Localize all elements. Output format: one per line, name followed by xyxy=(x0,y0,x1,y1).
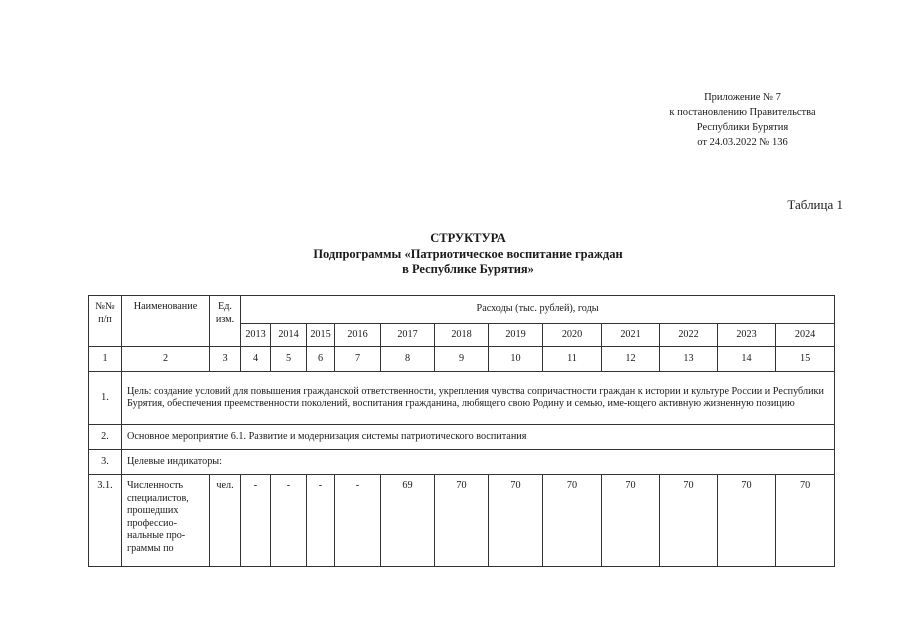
structure-table xyxy=(88,295,835,567)
heading-subtitle-2: в Республике Бурятия» xyxy=(402,262,534,276)
column-number: 1 xyxy=(89,347,122,372)
document-heading xyxy=(0,231,905,278)
year-header: 2021 xyxy=(602,324,660,347)
indicator-value: 70 xyxy=(489,475,543,567)
indicator-unit: чел. xyxy=(210,475,241,567)
header-expenses: Расходы (тыс. рублей), годы xyxy=(241,296,835,324)
indicator-value: 70 xyxy=(602,475,660,567)
goal-text: Цель: создание условий для повышения гражданской ответственности, укрепления чувства сопричастности граждан к истории и культуре России и Республики Бурятия, обеспечения преемственности поколений, воспитания гражданина, любящего свою Родину и семью, име-ющего активную жизненную позицию xyxy=(122,372,835,425)
year-header: 2022 xyxy=(660,324,718,347)
indicator-row xyxy=(89,475,835,567)
table-number-label: Таблица 1 xyxy=(787,197,843,212)
column-number: 9 xyxy=(435,347,489,372)
indicator-value: 70 xyxy=(660,475,718,567)
header-unit: Ед. изм. xyxy=(210,296,241,347)
column-number: 14 xyxy=(718,347,776,372)
indicator-name: Численность специалистов, прошедших профессио-нальные про-граммы по xyxy=(122,475,210,567)
column-number: 10 xyxy=(489,347,543,372)
year-header: 2013 xyxy=(241,324,271,347)
column-number: 12 xyxy=(602,347,660,372)
indicator-value: - xyxy=(307,475,335,567)
indicators-row xyxy=(89,450,835,475)
indicator-value: 70 xyxy=(776,475,835,567)
column-number-row xyxy=(89,347,835,372)
year-header: 2017 xyxy=(381,324,435,347)
indicator-value: - xyxy=(241,475,271,567)
appendix-block xyxy=(640,90,845,150)
year-header: 2019 xyxy=(489,324,543,347)
goal-row xyxy=(89,372,835,425)
goal-row-num: 1. xyxy=(89,372,122,425)
indicator-value: - xyxy=(271,475,307,567)
appendix-line-1: Приложение № 7 xyxy=(704,92,781,103)
year-header: 2015 xyxy=(307,324,335,347)
year-header: 2014 xyxy=(271,324,307,347)
indicator-value: 70 xyxy=(435,475,489,567)
heading-subtitle-1: Подпрограммы «Патриотическое воспитание граждан xyxy=(313,246,623,261)
column-number: 7 xyxy=(335,347,381,372)
header-num: №№ п/п xyxy=(89,296,122,347)
column-number: 4 xyxy=(241,347,271,372)
year-header: 2024 xyxy=(776,324,835,347)
column-number: 3 xyxy=(210,347,241,372)
indicator-value: - xyxy=(335,475,381,567)
indicators-row-num: 3. xyxy=(89,450,122,475)
indicators-text: Целевые индикаторы: xyxy=(122,450,835,475)
column-number: 11 xyxy=(543,347,602,372)
header-name: Наименование xyxy=(122,296,210,347)
column-number: 5 xyxy=(271,347,307,372)
year-header: 2023 xyxy=(718,324,776,347)
column-number: 15 xyxy=(776,347,835,372)
column-number: 2 xyxy=(122,347,210,372)
indicator-value: 70 xyxy=(718,475,776,567)
column-number: 13 xyxy=(660,347,718,372)
appendix-line-3: Республики Бурятия xyxy=(696,122,789,133)
header-row-top xyxy=(89,296,835,324)
year-header: 2020 xyxy=(543,324,602,347)
activity-row xyxy=(89,425,835,450)
column-number: 8 xyxy=(381,347,435,372)
activity-text: Основное мероприятие 6.1. Развитие и модернизация системы патриотического воспитания xyxy=(122,425,835,450)
column-number: 6 xyxy=(307,347,335,372)
year-header: 2018 xyxy=(435,324,489,347)
appendix-line-4: от 24.03.2022 № 136 xyxy=(697,137,788,148)
indicator-value: 69 xyxy=(381,475,435,567)
heading-title: СТРУКТУРА xyxy=(430,231,506,245)
appendix-line-2: к постановлению Правительства xyxy=(669,107,816,118)
indicator-num: 3.1. xyxy=(89,475,122,567)
indicator-value: 70 xyxy=(543,475,602,567)
year-header: 2016 xyxy=(335,324,381,347)
activity-row-num: 2. xyxy=(89,425,122,450)
